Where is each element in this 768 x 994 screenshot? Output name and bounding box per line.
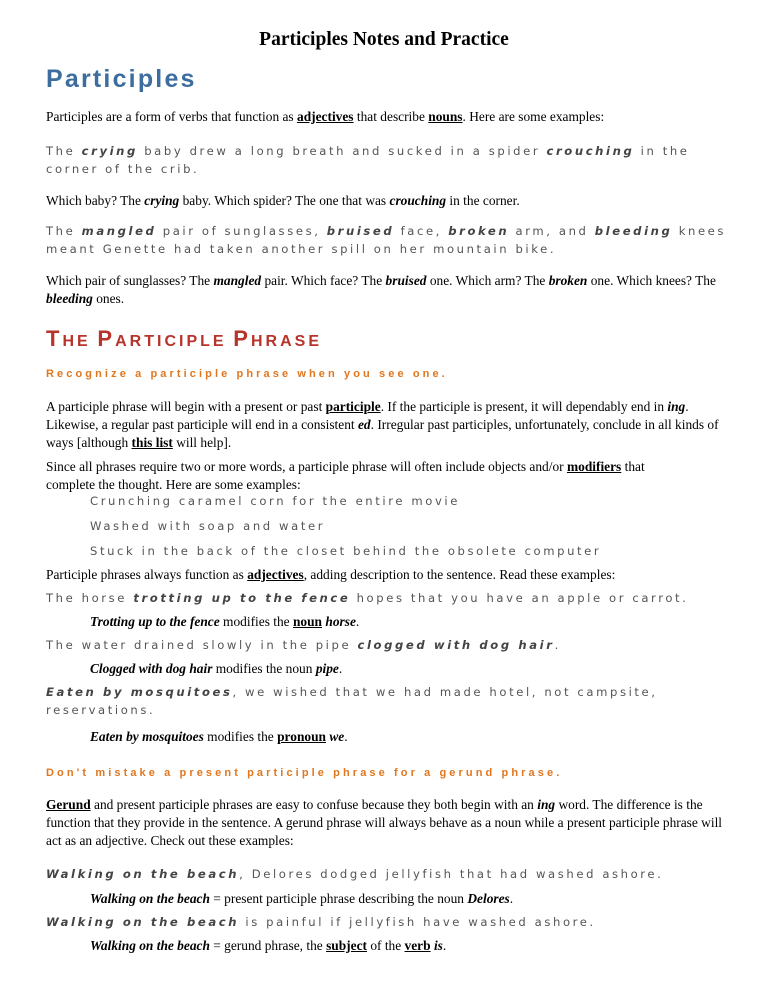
text: A participle phrase will begin with a present or past xyxy=(46,399,326,414)
participle-phrase: Eaten by mosquitoes xyxy=(90,729,204,744)
participle: mangled xyxy=(81,224,157,238)
intro-paragraph xyxy=(46,108,736,126)
text: . xyxy=(338,661,343,676)
paragraph-adjectives xyxy=(46,566,736,584)
participle-phrase: Trotting up to the fence xyxy=(90,614,220,629)
participle: crouching xyxy=(389,193,447,208)
text: baby. Which spider? The one that was xyxy=(179,193,390,208)
text: arm, and xyxy=(509,224,595,238)
text: modifies the xyxy=(219,614,293,629)
term-nouns: nouns xyxy=(428,109,463,124)
participle-phrase: Walking on the beach xyxy=(46,867,240,881)
text: pair. Which face? The xyxy=(261,273,386,288)
text: Participle phrases always function as xyxy=(46,567,248,582)
text: = gerund phrase, the xyxy=(209,938,327,953)
text: ones. xyxy=(92,291,125,306)
text: . Irregular past participles, unfortunately, conclude in all kinds of ways [although xyxy=(46,417,719,450)
term-pronoun: pronoun xyxy=(277,729,326,744)
heading-letter: P xyxy=(97,326,116,351)
example-sentence-5 xyxy=(46,683,736,719)
participle: crying xyxy=(81,144,138,158)
participle: bleeding xyxy=(594,224,673,238)
term-adjectives: adjectives xyxy=(247,567,304,582)
paragraph-participle-definition xyxy=(46,398,736,452)
heading-smallcaps: ARTICIPLE xyxy=(115,333,227,350)
text: . xyxy=(554,638,561,652)
explanation-5 xyxy=(90,728,730,746)
example-sentence-7 xyxy=(46,913,736,931)
heading-participle-phrase xyxy=(46,326,322,355)
participle: bruised xyxy=(385,273,427,288)
text: , we wished that we had made hotel, not campsite, reservations. xyxy=(46,685,658,717)
text: The water drained slowly in the pipe xyxy=(46,638,358,652)
term-participle: participle xyxy=(325,399,381,414)
example-sentence-4 xyxy=(46,636,736,654)
text: . If the participle is present, it will dependably end in xyxy=(380,399,668,414)
text: in the corner of the crib. xyxy=(46,144,690,176)
phrase-example: Stuck in the back of the closet behind the obsolete computer xyxy=(90,544,602,558)
participle: bruised xyxy=(326,224,395,238)
gerund-phrase: Walking on the beach xyxy=(90,938,210,953)
phrase-example: Crunching caramel corn for the entire movie xyxy=(90,494,460,508)
text: Which pair of sunglasses? The xyxy=(46,273,214,288)
text: . Here are some examples: xyxy=(462,109,605,124)
participle-phrase: clogged with dog hair xyxy=(357,638,555,652)
text: . xyxy=(509,891,514,906)
explanation-6 xyxy=(90,890,730,908)
term-gerund: Gerund xyxy=(46,797,91,812)
term-modifiers: modifiers xyxy=(566,459,622,474)
text: . xyxy=(355,614,360,629)
explanation-3 xyxy=(90,613,730,631)
text: knees meant Genette had taken another spill on her mountain bike. xyxy=(46,224,727,256)
text: , Delores dodged jellyfish that had washed ashore. xyxy=(239,867,664,881)
term-noun: noun xyxy=(292,614,323,629)
term-subject: subject xyxy=(326,938,367,953)
noun: Delores xyxy=(467,891,510,906)
heading-letter: T xyxy=(46,326,63,351)
text: Participles are a form of verbs that function as xyxy=(46,109,297,124)
noun: horse xyxy=(325,614,356,629)
participle-phrase: Walking on the beach xyxy=(90,891,210,906)
text: that complete the thought. Here are some examples: xyxy=(46,459,645,492)
term-verb: verb xyxy=(404,938,431,953)
participle: bleeding xyxy=(46,291,93,306)
text: The xyxy=(46,144,82,158)
example-sentence-6 xyxy=(46,865,736,883)
participle: mangled xyxy=(213,273,262,288)
text: word. The difference is the function that they provide in the sentence. A gerund phrase will always behave as a noun while a present participle phrase will act as an adjective. Check out these examples: xyxy=(46,797,723,848)
participle: crouching xyxy=(546,144,635,158)
heading-smallcaps: HE xyxy=(62,333,91,350)
text: and present participle phrases are easy to confuse because they both begin with an xyxy=(90,797,538,812)
page-title: Participles Notes and Practice xyxy=(259,29,509,50)
example-sentence-2 xyxy=(46,222,736,258)
text: . Likewise, a regular past participle will end in a consistent xyxy=(46,399,689,432)
question-paragraph-2 xyxy=(46,272,736,308)
participle-phrase: Eaten by mosquitoes xyxy=(46,685,233,699)
verb: is xyxy=(433,938,443,953)
subheading-gerund: Don't mistake a present participle phrase for a gerund phrase. xyxy=(46,767,563,779)
paragraph-modifiers xyxy=(46,458,666,494)
paragraph-gerund xyxy=(46,796,736,850)
text: = present participle phrase describing the noun xyxy=(209,891,468,906)
noun: pipe xyxy=(315,661,339,676)
heading-smallcaps: HRASE xyxy=(250,333,322,350)
participle-phrase: Clogged with dog hair xyxy=(90,661,213,676)
text: is painful if jellyfish have washed ashore. xyxy=(239,915,596,929)
text: of the xyxy=(366,938,405,953)
pronoun: we xyxy=(329,729,345,744)
example-sentence-3 xyxy=(46,589,736,607)
this-list-link[interactable]: this list xyxy=(131,435,173,450)
heading-letter: P xyxy=(233,326,251,351)
question-paragraph-1 xyxy=(46,192,736,210)
participle: crying xyxy=(144,193,180,208)
term-ing: ing xyxy=(537,797,556,812)
text: The horse xyxy=(46,591,134,605)
term-ing: ing xyxy=(667,399,686,414)
text: Which baby? The xyxy=(46,193,145,208)
participle: broken xyxy=(548,273,588,288)
participle: broken xyxy=(448,224,510,238)
subheading-recognize: Recognize a participle phrase when you see one. xyxy=(46,368,448,380)
text: that describe xyxy=(353,109,429,124)
gerund-phrase: Walking on the beach xyxy=(46,915,240,929)
explanation-7 xyxy=(90,937,730,955)
participle-phrase: trotting up to the fence xyxy=(133,591,351,605)
text: face, xyxy=(394,224,449,238)
term-adjectives: adjectives xyxy=(297,109,354,124)
text: one. Which arm? The xyxy=(426,273,549,288)
text: , adding description to the sentence. Read these examples: xyxy=(303,567,616,582)
heading-participles: Participles xyxy=(46,65,197,93)
example-sentence-1 xyxy=(46,142,736,178)
text: modifies the noun xyxy=(212,661,316,676)
text: The xyxy=(46,224,82,238)
text: . xyxy=(344,729,348,744)
phrase-example: Washed with soap and water xyxy=(90,519,326,533)
text: in the corner. xyxy=(446,193,520,208)
text: hopes that you have an apple or carrot. xyxy=(350,591,689,605)
term-ed: ed xyxy=(357,417,371,432)
text: pair of sunglasses, xyxy=(156,224,327,238)
explanation-4 xyxy=(90,660,730,678)
text: baby drew a long breath and sucked in a spider xyxy=(137,144,547,158)
text: one. Which knees? The xyxy=(587,273,716,288)
text: will help]. xyxy=(172,435,232,450)
text: . xyxy=(442,938,447,953)
text: Since all phrases require two or more words, a participle phrase will often include objects and/or xyxy=(46,459,567,474)
text: modifies the xyxy=(203,729,278,744)
